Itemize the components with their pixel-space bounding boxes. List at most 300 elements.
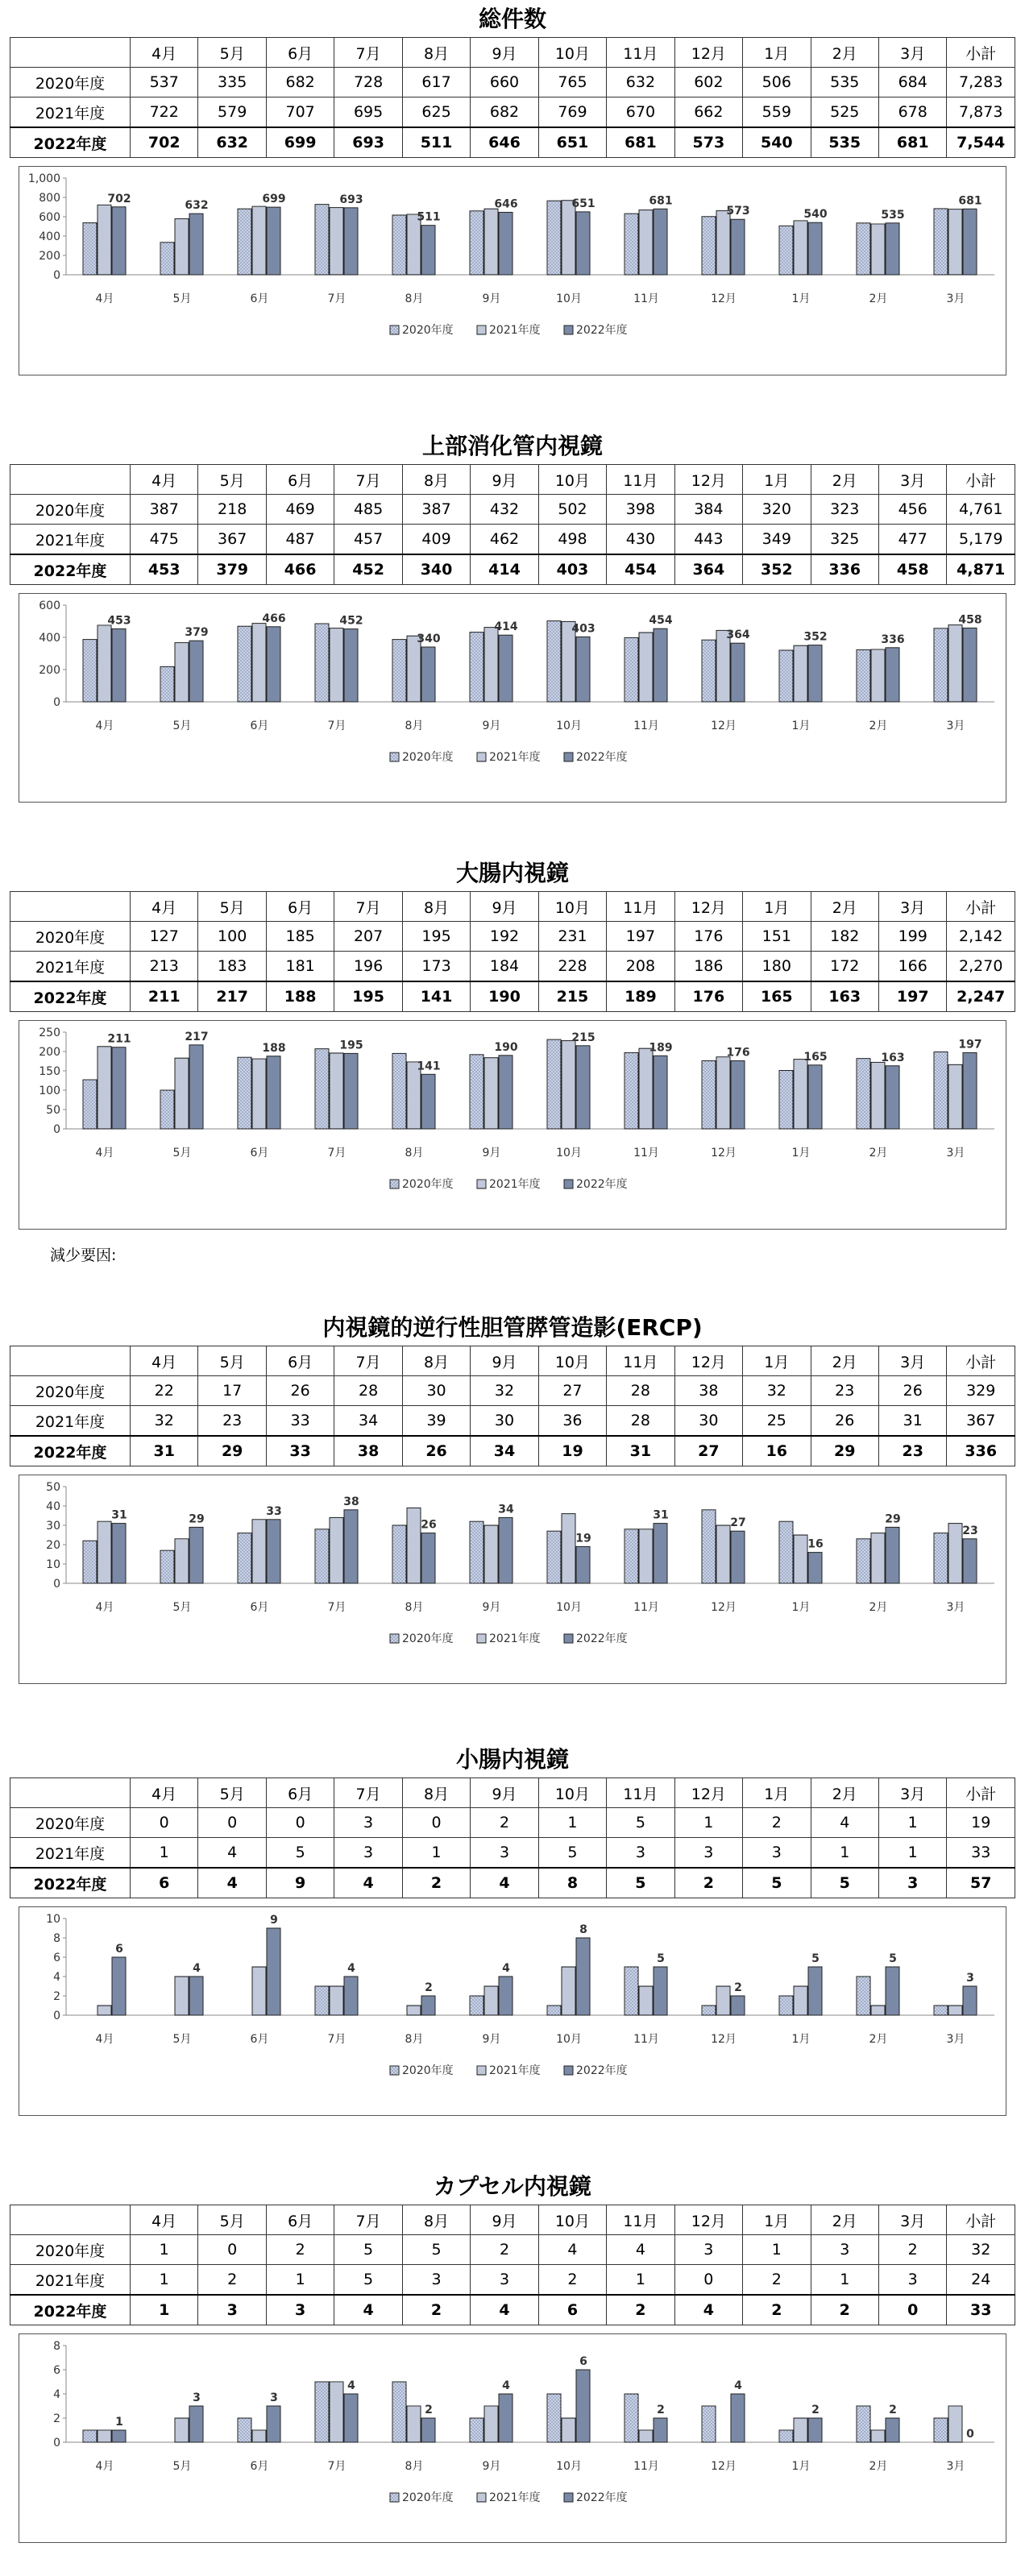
table-row [10,981,1015,1012]
table-header-month: 10月 [538,892,606,922]
table-cell: 25 [743,1406,811,1437]
y-tick-label: 10 [46,1558,60,1571]
table-corner-cell [10,1778,131,1808]
bar-2020 [857,649,870,702]
x-tick-label: 12月 [711,2033,737,2046]
legend-swatch [390,2066,399,2075]
data-label: 646 [494,197,518,211]
y-tick-label: 8 [53,1932,60,1945]
table-cell: 0 [131,1808,198,1838]
legend-swatch [390,753,399,761]
data-label: 188 [262,1041,286,1055]
bar-2020 [857,1059,870,1129]
bar-2022 [267,207,280,275]
table-cell: 457 [334,525,402,555]
table-cell: 218 [198,495,266,525]
x-tick-label: 2月 [869,292,888,305]
x-tick-label: 1月 [791,1147,811,1159]
table-cell: 443 [674,525,742,555]
data-label: 1 [115,2416,123,2429]
row-total-cell: 2,270 [947,952,1015,982]
table-header-row [10,38,1015,68]
table-cell: 670 [607,97,674,128]
data-label: 632 [185,199,209,213]
table-corner-cell [10,2205,131,2235]
table-cell: 364 [674,554,742,585]
table-cell: 26 [878,1376,946,1406]
section-4 [0,1313,1025,1692]
bar-2021 [98,2006,111,2015]
table-cell: 340 [402,554,470,585]
table-cell: 215 [538,981,606,1012]
bar-2022 [576,637,590,702]
bar-2022 [808,1553,822,1583]
table-row [10,1406,1015,1437]
chart-box [19,1475,1006,1684]
x-tick-label: 4月 [95,2460,114,2473]
data-label: 414 [494,620,518,634]
bar-2020 [779,1071,793,1129]
table-header-month: 4月 [131,892,198,922]
bar-2020 [392,640,406,702]
x-tick-label: 11月 [633,1147,659,1159]
y-tick-label: 40 [46,1500,60,1513]
bar-2020 [470,1521,483,1583]
bar-2020 [934,1052,948,1129]
data-label: 215 [571,1031,595,1044]
table-row [10,127,1015,158]
y-tick-label: 0 [53,269,60,282]
bar-2020 [315,2382,329,2442]
table-cell: 320 [743,495,811,525]
bar-2020 [470,1055,483,1129]
bar-2022 [499,1056,512,1129]
table-cell: 693 [334,127,402,158]
bar-2021 [330,1986,343,2015]
x-tick-label: 4月 [95,1601,114,1614]
bar-2022 [886,223,899,275]
table-header-month: 11月 [607,38,674,68]
bar-2021 [252,1059,266,1129]
bar-2020 [238,1057,251,1129]
data-label: 2 [734,1981,742,1994]
table-cell: 398 [607,495,674,525]
row-total-cell: 33 [947,1838,1015,1869]
table-header-month: 1月 [743,1346,811,1376]
bar-2020 [83,2430,97,2442]
x-tick-label: 9月 [482,2460,501,2473]
row-year-label: 2021年度 [10,2265,131,2296]
table-cell: 2 [471,1808,538,1838]
x-tick-label: 6月 [250,292,269,305]
table-cell: 199 [878,922,946,952]
data-label: 6 [115,1943,123,1956]
bar-2022 [189,1977,203,2015]
table-cell: 182 [811,922,878,952]
table-cell: 506 [743,68,811,97]
table-cell: 769 [538,97,606,128]
table-row [10,952,1015,982]
table-cell: 19 [538,1436,606,1466]
data-label: 189 [649,1041,673,1055]
x-tick-label: 4月 [95,292,114,305]
y-tick-label: 4 [53,2388,60,2401]
table-cell: 36 [538,1406,606,1437]
bar-2021 [639,1986,653,2015]
table-header-row [10,1346,1015,1376]
data-label: 4 [193,1962,201,1975]
table-header-month: 7月 [334,465,402,495]
table-cell: 5 [743,1868,811,1898]
table-header-month: 1月 [743,465,811,495]
table-cell: 3 [334,1838,402,1869]
x-tick-label: 9月 [482,720,501,732]
x-tick-label: 7月 [327,1147,347,1159]
table-header-month: 11月 [607,892,674,922]
table-cell: 573 [674,127,742,158]
x-tick-label: 8月 [405,2460,424,2473]
table-header-month: 7月 [334,892,402,922]
legend-label: 2021年度 [489,1632,541,1645]
table-cell: 4 [471,2295,538,2325]
x-tick-label: 2月 [869,720,888,732]
table-cell: 4 [471,1868,538,1898]
y-tick-label: 6 [53,1952,60,1964]
table-cell: 33 [266,1436,334,1466]
stats-table [10,891,1015,1012]
x-tick-label: 11月 [633,720,659,732]
bar-2021 [948,209,962,275]
table-cell: 3 [198,2295,266,2325]
bar-2021 [948,625,962,702]
data-label: 38 [343,1495,359,1508]
table-cell: 632 [198,127,266,158]
table-cell: 32 [743,1376,811,1406]
table-cell: 3 [743,1838,811,1869]
table-cell: 23 [198,1406,266,1437]
row-total-cell: 4,871 [947,554,1015,585]
row-total-cell: 24 [947,2265,1015,2296]
bar-2021 [175,643,189,702]
section-title: 大腸内視鏡 [455,860,569,886]
table-row [10,1838,1015,1869]
table-cell: 617 [402,68,470,97]
bar-2020 [934,2418,948,2442]
bar-2022 [344,2394,358,2442]
table-cell: 1 [811,1838,878,1869]
table-cell: 5 [607,1808,674,1838]
row-year-label: 2020年度 [10,495,131,525]
bar-2021 [562,201,575,275]
x-tick-label: 6月 [250,1601,269,1614]
table-header-total: 小計 [947,892,1015,922]
table-cell: 17 [198,1376,266,1406]
x-tick-label: 8月 [405,1147,424,1159]
bar-2022 [731,1996,745,2015]
table-corner-cell [10,1346,131,1376]
row-year-label: 2022年度 [10,554,131,585]
table-corner-cell [10,38,131,68]
legend [390,1177,628,1191]
bar-2021 [330,208,343,275]
table-cell: 197 [607,922,674,952]
legend-swatch [564,753,573,761]
legend-swatch [390,326,399,334]
bar-2022 [344,1053,358,1129]
bar-2022 [576,1938,590,2015]
x-tick-label: 5月 [172,1601,192,1614]
table-cell: 1 [538,1808,606,1838]
table-header-month: 11月 [607,1346,674,1376]
x-tick-label: 3月 [946,2033,965,2046]
bar-2022 [421,647,435,702]
table-cell: 173 [402,952,470,982]
table-cell: 1 [402,1838,470,1869]
legend [390,2064,628,2077]
bar-2021 [175,1977,189,2015]
table-cell: 5 [334,2235,402,2265]
table-header-total: 小計 [947,1778,1015,1808]
table-header-month: 4月 [131,38,198,68]
table-cell: 485 [334,495,402,525]
note-text: 減少要因: [50,1247,117,1264]
table-cell: 430 [607,525,674,555]
row-year-label: 2020年度 [10,2235,131,2265]
bar-2022 [654,628,667,702]
table-cell: 462 [471,525,538,555]
bar-2022 [808,645,822,702]
legend-swatch [390,2493,399,2502]
bar-2022 [344,1510,358,1583]
bar-2022 [654,1524,667,1583]
x-tick-label: 4月 [95,720,114,732]
data-label: 163 [881,1051,905,1064]
legend-label: 2020年度 [402,751,454,764]
table-cell: 2 [743,2265,811,2296]
data-label: 34 [498,1503,514,1516]
y-tick-label: 50 [46,1104,60,1117]
x-tick-label: 1月 [791,1601,811,1614]
table-cell: 29 [811,1436,878,1466]
y-tick-label: 2 [53,2412,60,2425]
table-header-row [10,892,1015,922]
bar-2021 [871,649,885,702]
data-label: 2 [425,1981,433,1994]
x-tick-label: 10月 [556,292,582,305]
legend-swatch [477,753,486,761]
table-cell: 475 [131,525,198,555]
bar-2020 [470,211,483,275]
bar-2022 [963,1052,977,1129]
table-header-month: 5月 [198,1778,266,1808]
table-row [10,2295,1015,2325]
x-tick-label: 2月 [869,1601,888,1614]
table-header-month: 9月 [471,1346,538,1376]
table-cell: 336 [811,554,878,585]
x-tick-label: 7月 [327,2033,347,2046]
data-label: 26 [421,1518,437,1532]
bar-2021 [252,624,266,702]
bar-2020 [470,2418,483,2442]
x-tick-label: 8月 [405,720,424,732]
table-row [10,1868,1015,1898]
legend-label: 2021年度 [489,2491,541,2504]
row-total-cell: 4,761 [947,495,1015,525]
bar-2021 [794,221,807,275]
bar-2022 [112,207,126,275]
table-cell: 196 [334,952,402,982]
x-tick-label: 3月 [946,2460,965,2473]
data-label: 702 [107,192,131,205]
table-cell: 1 [131,2235,198,2265]
data-label: 19 [575,1532,591,1545]
y-tick-label: 600 [39,211,60,224]
bar-2022 [886,648,899,702]
table-cell: 2 [538,2265,606,2296]
table-cell: 0 [266,1808,334,1838]
table-header-month: 2月 [811,1778,878,1808]
table-cell: 646 [471,127,538,158]
table-cell: 195 [334,981,402,1012]
legend-label: 2022年度 [576,751,628,764]
y-tick-label: 6 [53,2364,60,2377]
row-year-label: 2022年度 [10,1868,131,1898]
bar-2021 [330,2382,343,2442]
table-header-total: 小計 [947,1346,1015,1376]
x-tick-label: 2月 [869,2033,888,2046]
bar-2020 [160,1090,174,1129]
bar-2020 [702,217,716,275]
table-cell: 211 [131,981,198,1012]
bar-2021 [175,1058,189,1129]
table-cell: 662 [674,97,742,128]
bar-2022 [731,1061,745,1129]
bar-2022 [344,1977,358,2015]
bar-2020 [315,205,329,275]
y-tick-label: 1,000 [27,172,60,185]
table-cell: 477 [878,525,946,555]
row-year-label: 2021年度 [10,525,131,555]
bar-2021 [716,1525,730,1583]
table-cell: 0 [674,2265,742,2296]
table-header-month: 12月 [674,1346,742,1376]
table-row [10,1376,1015,1406]
x-tick-label: 1月 [791,2033,811,2046]
bar-2021 [484,1058,498,1129]
bar-2022 [112,1957,126,2015]
bar-2020 [779,1996,793,2015]
table-cell: 32 [471,1376,538,1406]
table-cell: 8 [538,1868,606,1898]
data-label: 352 [803,630,828,644]
chart-box [19,593,1006,803]
data-label: 6 [579,2355,587,2368]
table-cell: 1 [811,2265,878,2296]
row-year-label: 2022年度 [10,127,131,158]
table-cell: 1 [266,2265,334,2296]
table-cell: 409 [402,525,470,555]
y-tick-label: 50 [46,1481,60,1494]
table-cell: 3 [811,2235,878,2265]
table-corner-cell [10,465,131,495]
y-tick-label: 0 [53,696,60,709]
table-header-month: 2月 [811,1346,878,1376]
bar-2021 [175,1539,189,1583]
row-year-label: 2022年度 [10,2295,131,2325]
row-total-cell: 57 [947,1868,1015,1898]
section-6 [0,2172,1025,2551]
bar-2020 [547,2006,561,2015]
section-title: 総件数 [478,6,546,32]
y-tick-label: 0 [53,1578,60,1591]
table-cell: 2 [607,2295,674,2325]
bar-2020 [315,1049,329,1129]
bar-2020 [625,637,638,702]
data-label: 33 [266,1504,282,1518]
row-year-label: 2020年度 [10,68,131,97]
bar-2022 [267,627,280,702]
table-header-month: 6月 [266,892,334,922]
legend [390,750,628,764]
data-label: 211 [107,1032,131,1046]
bar-2020 [547,1531,561,1583]
table-cell: 559 [743,97,811,128]
data-label: 452 [339,614,363,628]
row-total-cell: 32 [947,2235,1015,2265]
table-cell: 2 [198,2265,266,2296]
table-header-month: 12月 [674,2205,742,2235]
y-tick-label: 400 [39,632,60,645]
data-label: 27 [730,1516,746,1530]
x-tick-label: 2月 [869,1147,888,1159]
section-title: 小腸内視鏡 [455,1746,569,1773]
table-header-month: 5月 [198,38,266,68]
legend-swatch [477,326,486,334]
table-cell: 184 [471,952,538,982]
table-cell: 1 [878,1838,946,1869]
row-total-cell: 2,142 [947,922,1015,952]
table-cell: 100 [198,922,266,952]
bar-2020 [625,2394,638,2442]
table-cell: 2 [811,2295,878,2325]
bar-2022 [112,2430,126,2442]
table-cell: 31 [607,1436,674,1466]
row-year-label: 2021年度 [10,952,131,982]
bar-2022 [963,1539,977,1583]
table-cell: 28 [607,1406,674,1437]
table-cell: 579 [198,97,266,128]
bar-2020 [625,1529,638,1583]
table-cell: 414 [471,554,538,585]
table-cell: 30 [402,1376,470,1406]
table-cell: 26 [402,1436,470,1466]
bar-2021 [871,1533,885,1583]
bar-2022 [267,1928,280,2015]
bar-2022 [267,1520,280,1583]
data-label: 3 [966,1972,974,1985]
bar-2022 [499,2394,512,2442]
table-cell: 765 [538,68,606,97]
data-label: 336 [881,633,905,646]
y-tick-label: 200 [39,250,60,263]
bar-2021 [562,1967,575,2015]
table-row [10,1808,1015,1838]
bar-2022 [421,226,435,275]
row-total-cell: 7,544 [947,127,1015,158]
table-cell: 28 [607,1376,674,1406]
x-tick-label: 5月 [172,2033,192,2046]
section-1 [0,5,1025,384]
